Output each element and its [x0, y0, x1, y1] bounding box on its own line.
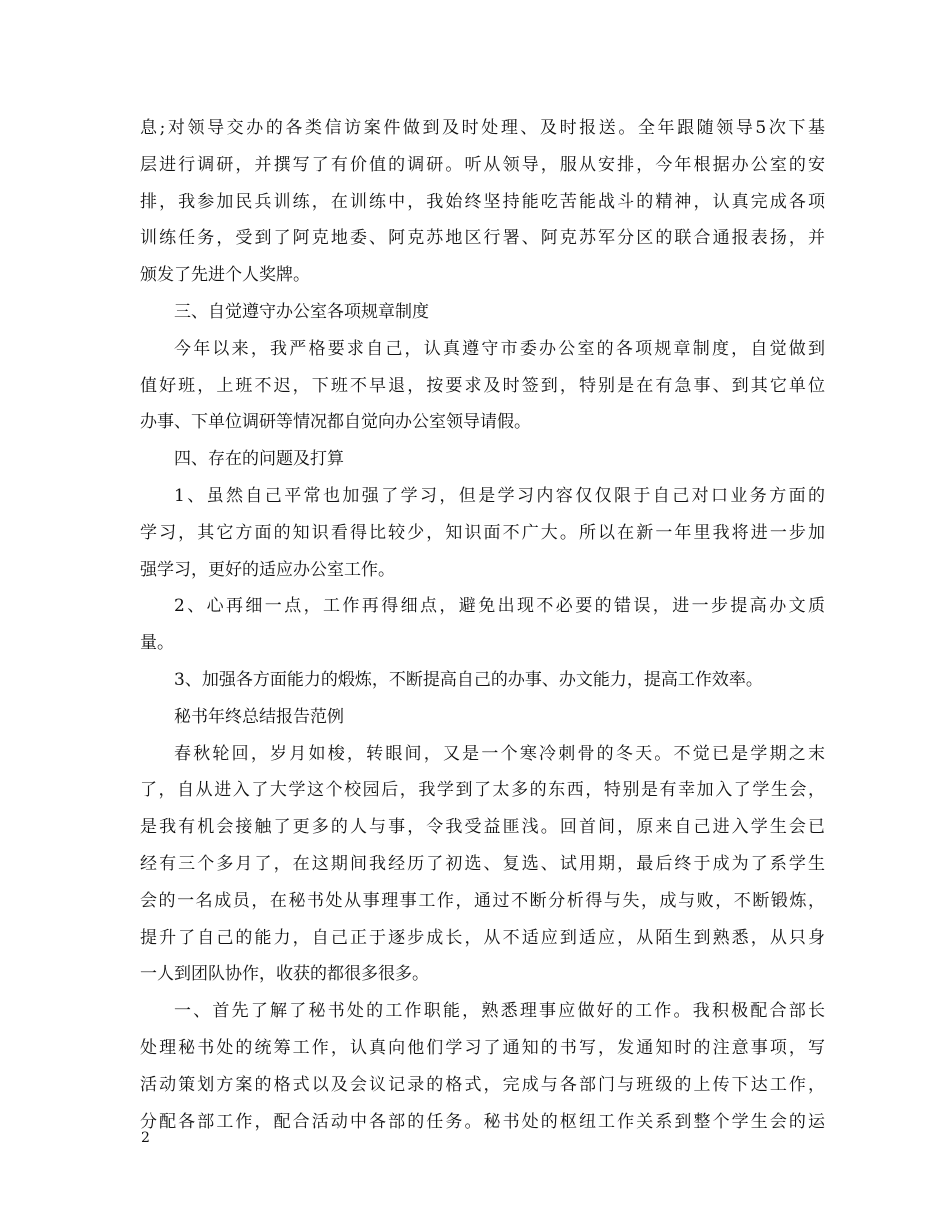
text-line: 分配各部工作，配合活动中各部的任务。秘书处的枢纽工作关系到整个学生会的运: [140, 1111, 825, 1132]
text-line: 强学习，更好的适应办公室工作。: [140, 559, 395, 580]
text-line: 四、存在的问题及打算: [174, 449, 344, 470]
text-line: 提升了自己的能力，自己正于逐步成长，从不适应到适应，从陌生到熟悉，从只身: [140, 927, 825, 948]
text-line: 颁发了先进个人奖牌。: [140, 265, 310, 286]
body-text: [140, 110, 825, 1140]
text-line: 息;对领导交办的各类信访案件做到及时处理、及时报送。全年跟随领导5次下基: [140, 118, 825, 138]
text-line: 值好班，上班不迟，下班不早退，按要求及时签到，特别是在有急事、到其它单位: [140, 375, 825, 396]
text-line: 办事、下单位调研等情况都自觉向办公室领导请假。: [140, 412, 531, 433]
text-line: 学习，其它方面的知识看得比较少，知识面不广大。所以在新一年里我将进一步加: [140, 522, 825, 543]
text-line: 处理秘书处的统筹工作，认真向他们学习了通知的书写，发通知时的注意事项，写: [140, 1037, 825, 1058]
text-line: 量。: [140, 633, 174, 654]
text-line: 一人到团队协作，收获的都很多很多。: [140, 964, 429, 985]
text-line: 今年以来，我严格要求自己，认真遵守市委办公室的各项规章制度，自觉做到: [174, 338, 825, 359]
text-line: 经有三个多月了，在这期间我经历了初选、复选、试用期，最后终于成为了系学生: [140, 853, 825, 874]
text-line: 春秋轮回，岁月如梭，转眼间，又是一个寒冷刺骨的冬天。不觉已是学期之末: [174, 743, 825, 764]
text-line: 层进行调研，并撰写了有价值的调研。听从领导，服从安排，今年根据办公室的安: [140, 154, 825, 175]
text-line: 了，自从进入了大学这个校园后，我学到了太多的东西，特别是有幸加入了学生会，: [140, 780, 825, 801]
text-line: 一、首先了解了秘书处的工作职能，熟悉理事应做好的工作。我积极配合部长: [174, 1001, 825, 1022]
text-line: 秘书年终总结报告范例: [174, 706, 344, 727]
text-line: 2、心再细一点，工作再得细点，避免出现不必要的错误，进一步提高办文质: [174, 596, 825, 617]
text-line: 1、虽然自己平常也加强了学习，但是学习内容仅仅限于自己对口业务方面的: [174, 485, 825, 506]
page-number: 2: [141, 1130, 150, 1146]
text-line: 是我有机会接触了更多的人与事，令我受益匪浅。回首间，原来自己进入学生会已: [140, 817, 825, 838]
text-line: 训练任务，受到了阿克地委、阿克苏地区行署、阿克苏军分区的联合通报表扬，并: [140, 228, 825, 249]
text-line: 排，我参加民兵训练，在训练中，我始终坚持能吃苦能战斗的精神，认真完成各项: [140, 191, 825, 212]
text-line: 三、自觉遵守办公室各项规章制度: [174, 301, 429, 322]
text-line: 会的一名成员，在秘书处从事理事工作，通过不断分析得与失，成与败，不断锻炼，: [140, 890, 825, 911]
text-line: 活动策划方案的格式以及会议记录的格式，完成与各部门与班级的上传下达工作，: [140, 1074, 825, 1095]
text-line: 3、加强各方面能力的煅炼，不断提高自己的办事、办文能力，提高工作效率。: [174, 669, 763, 690]
